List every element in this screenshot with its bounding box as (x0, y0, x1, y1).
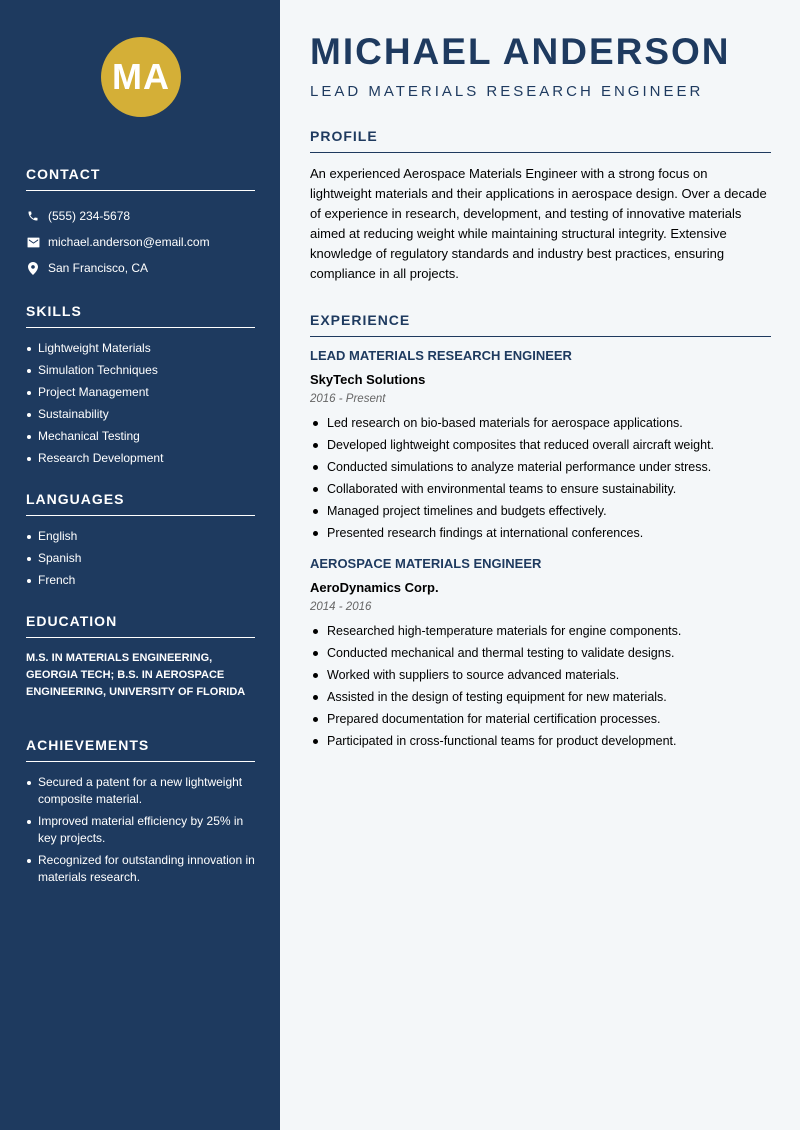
skill-item: Research Development (26, 450, 255, 467)
achievement-item: Recognized for outstanding innovation in materials research. (26, 852, 255, 886)
achievements-heading: ACHIEVEMENTS (26, 737, 255, 762)
spacer (26, 594, 255, 613)
skills-heading: SKILLS (26, 303, 255, 328)
experience-bullet: Conducted simulations to analyze material performance under stress. (310, 459, 771, 476)
contact-phone (26, 203, 255, 229)
experience-bullet: Worked with suppliers to source advanced materials. (310, 667, 771, 684)
experience-bullet: Presented research findings at international conferences. (310, 525, 771, 542)
contact-email (26, 229, 255, 255)
skill-item: Simulation Techniques (26, 362, 255, 379)
experience-bullet: Researched high-temperature materials for engine components. (310, 623, 771, 640)
achievement-item: Secured a patent for a new lightweight composite material. (26, 774, 255, 808)
experience-dates: 2014 - 2016 (310, 601, 372, 613)
sidebar-content (26, 166, 255, 891)
experience-title: LEAD MATERIALS RESEARCH ENGINEER (310, 348, 572, 363)
achievements-list (26, 774, 255, 886)
skill-item: Project Management (26, 384, 255, 401)
experience-bullet: Collaborated with environmental teams to ensure sustainability. (310, 481, 771, 498)
spacer (26, 701, 255, 737)
skill-item: Mechanical Testing (26, 428, 255, 445)
envelope-icon (26, 235, 40, 249)
experience-company: SkyTech Solutions (310, 372, 426, 387)
spacer (26, 281, 255, 303)
location-pin-icon (26, 261, 40, 275)
job-title-header: LEAD MATERIALS RESEARCH ENGINEER (310, 83, 704, 100)
experience-entry (310, 348, 771, 542)
experience-heading: EXPERIENCE (310, 312, 771, 337)
experience-bullets (310, 415, 771, 542)
skill-item: Lightweight Materials (26, 340, 255, 357)
experience-title: AEROSPACE MATERIALS ENGINEER (310, 556, 542, 571)
experience-dates: 2016 - Present (310, 393, 386, 405)
language-item: French (26, 572, 255, 589)
contact-heading: CONTACT (26, 166, 255, 191)
skill-item: Sustainability (26, 406, 255, 423)
achievement-item: Improved material efficiency by 25% in key projects. (26, 813, 255, 847)
profile-heading: PROFILE (310, 128, 771, 153)
language-item: Spanish (26, 550, 255, 567)
phone-icon (26, 209, 40, 223)
sidebar (0, 0, 280, 1130)
experience-bullet: Participated in cross-functional teams for product development. (310, 733, 771, 750)
languages-list (26, 528, 255, 589)
experience-bullet: Assisted in the design of testing equipment for new materials. (310, 689, 771, 706)
email-text: michael.anderson@email.com (48, 235, 210, 249)
experience-company: AeroDynamics Corp. (310, 580, 439, 595)
experience-bullet: Conducted mechanical and thermal testing to validate designs. (310, 645, 771, 662)
main-content (310, 28, 771, 755)
experience-bullet: Prepared documentation for material certification processes. (310, 711, 771, 728)
contact-location (26, 255, 255, 281)
spacer (26, 472, 255, 491)
experience-entry (310, 556, 771, 750)
education-text: M.S. IN MATERIALS ENGINEERING, GEORGIA TECH; B.S. IN AEROSPACE ENGINEERING, UNIVERSITY OF FLORIDA (26, 652, 246, 698)
education-heading: EDUCATION (26, 613, 255, 638)
languages-heading: LANGUAGES (26, 491, 255, 516)
experience-bullet: Developed lightweight composites that reduced overall aircraft weight. (310, 437, 771, 454)
profile-text: An experienced Aerospace Materials Engineer with a strong focus on lightweight materials and their applications in aerospace design. Over a decade of experience in research, development, and testing of innovative materials aimed at reducing weight while maintaining structural integrity. Extensive knowledge of regulatory standards and industry best practices, ensuring compliance in all projects. (310, 166, 767, 281)
experience-bullet: Led research on bio-based materials for aerospace applications. (310, 415, 771, 432)
language-item: English (26, 528, 255, 545)
skills-list (26, 340, 255, 467)
phone-text: (555) 234-5678 (48, 209, 131, 223)
person-name: MICHAEL ANDERSON (310, 31, 731, 72)
avatar: MA (101, 37, 181, 117)
experience-bullet: Managed project timelines and budgets effectively. (310, 503, 771, 520)
experience-bullets (310, 623, 771, 750)
location-text: San Francisco, CA (48, 261, 149, 275)
